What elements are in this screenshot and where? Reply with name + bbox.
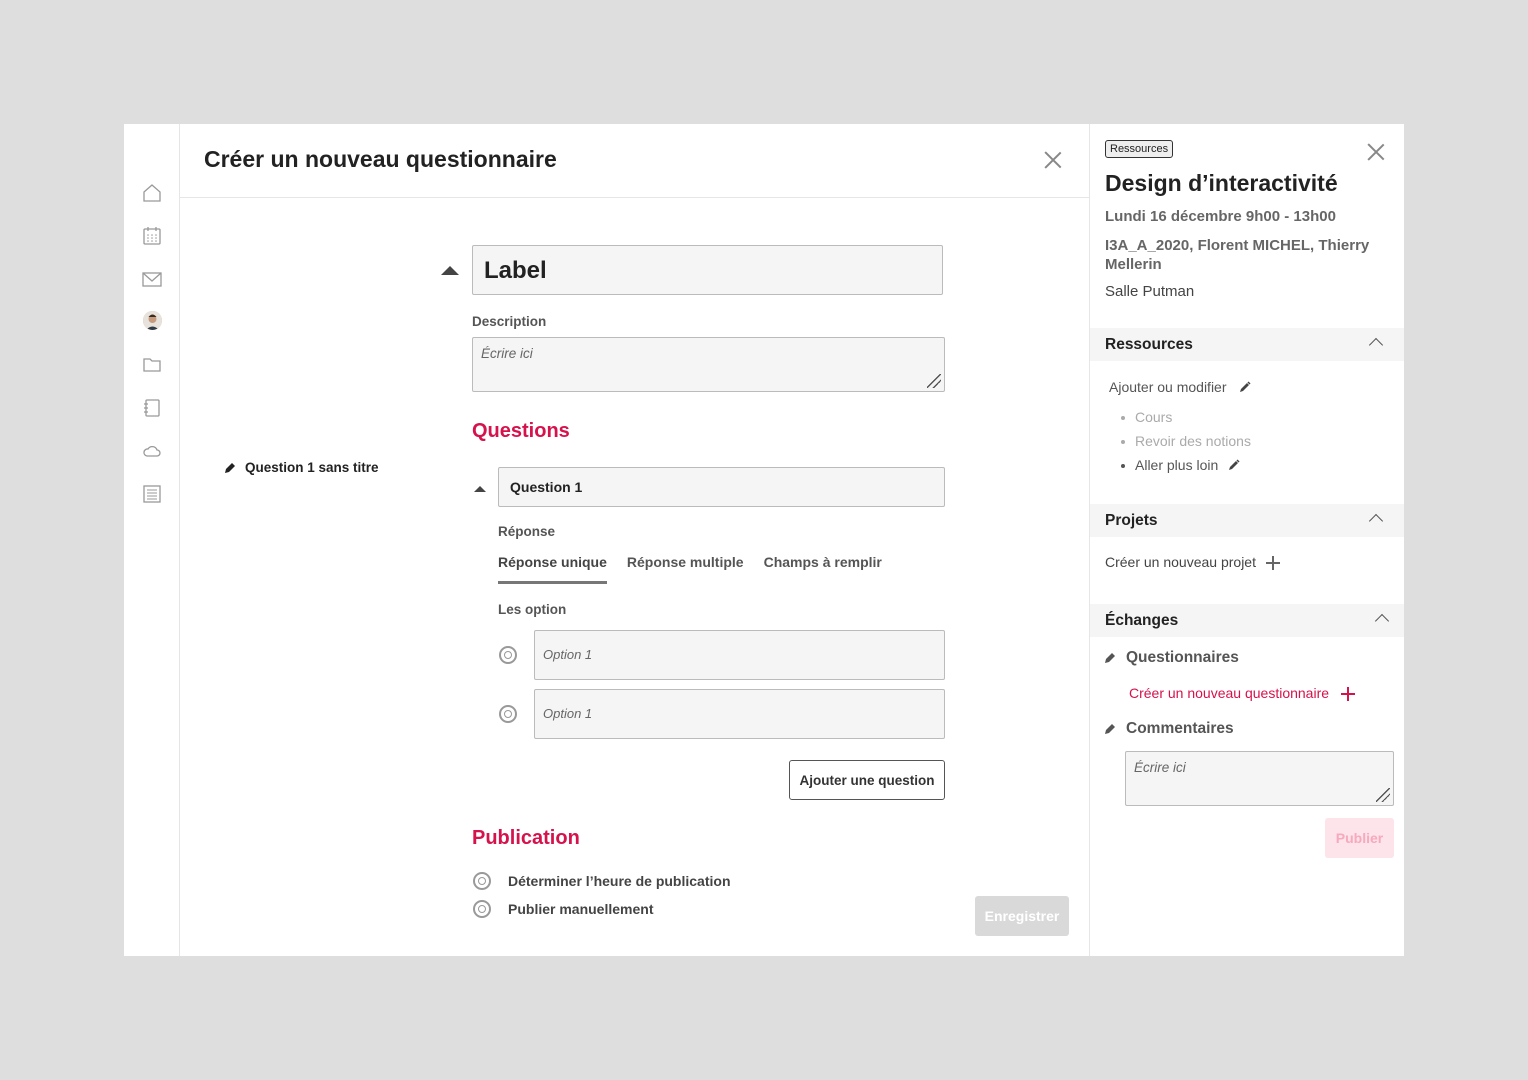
exchanges-heading: Échanges (1105, 612, 1179, 629)
course-detail-panel (1090, 124, 1404, 956)
close-panel-icon[interactable] (1367, 143, 1385, 161)
resource-item[interactable] (1135, 433, 1251, 449)
resources-section-header[interactable] (1090, 328, 1404, 361)
questionnaires-subheading (1104, 649, 1239, 667)
response-type-tabs (498, 554, 882, 584)
questions-heading: Questions (472, 420, 570, 442)
close-icon[interactable] (1044, 151, 1062, 169)
resize-grip-icon[interactable] (927, 374, 941, 388)
publication-heading: Publication (472, 827, 580, 849)
form-header (180, 124, 1089, 198)
option-input[interactable]: Option 1 (534, 689, 945, 739)
mail-icon[interactable] (141, 268, 163, 290)
comments-label: Commentaires (1126, 720, 1234, 737)
option-input[interactable]: Option 1 (534, 630, 945, 680)
options-label: Les option (498, 602, 567, 617)
save-button[interactable]: Enregistrer (975, 896, 1069, 936)
document-icon[interactable] (141, 483, 163, 505)
publication-option-label[interactable]: Déterminer l’heure de publication (508, 873, 731, 889)
publish-button[interactable]: Publier (1325, 818, 1394, 858)
new-project-link[interactable] (1105, 554, 1280, 570)
tab-reponse-unique[interactable]: Réponse unique (498, 554, 607, 584)
nav-rail (124, 124, 180, 956)
label-input[interactable]: Label (472, 245, 943, 295)
resources-heading: Ressources (1105, 336, 1193, 353)
comment-textarea[interactable] (1125, 751, 1394, 806)
sidebar-question-label: Question 1 sans titre (245, 460, 379, 475)
projects-heading: Projets (1105, 512, 1158, 529)
question-input[interactable]: Question 1 (498, 467, 945, 507)
course-title: Design d’interactivité (1105, 170, 1338, 196)
publication-radio[interactable] (473, 872, 491, 890)
new-project-label: Créer un nouveau projet (1105, 554, 1256, 570)
chevron-up-icon[interactable] (1375, 614, 1389, 628)
chevron-up-icon[interactable] (1369, 514, 1383, 528)
exchanges-section-header[interactable] (1090, 604, 1404, 637)
pencil-icon (1239, 381, 1251, 393)
pencil-icon (1228, 459, 1240, 471)
description-label: Description (472, 314, 547, 329)
option-radio[interactable] (499, 646, 517, 664)
questionnaire-form (180, 124, 1090, 956)
collapse-caret-icon[interactable] (441, 266, 459, 275)
pencil-icon (224, 462, 236, 474)
plus-icon (1341, 687, 1355, 701)
pencil-icon (1104, 723, 1116, 735)
publication-radio[interactable] (473, 900, 491, 918)
projects-section-header[interactable] (1090, 504, 1404, 537)
resources-tag: Ressources (1105, 140, 1173, 158)
comment-placeholder: Écrire ici (1134, 760, 1186, 775)
resource-item[interactable] (1135, 409, 1172, 425)
cloud-icon[interactable] (141, 440, 163, 462)
avatar[interactable] (143, 311, 162, 330)
description-textarea[interactable] (472, 337, 945, 392)
add-question-button[interactable]: Ajouter une question (789, 760, 945, 800)
resize-grip-icon[interactable] (1376, 788, 1390, 802)
resource-item-label: Cours (1135, 409, 1173, 425)
questionnaires-label: Questionnaires (1126, 649, 1239, 666)
publication-option-label[interactable]: Publier manuellement (508, 901, 654, 917)
calendar-icon[interactable] (141, 225, 163, 247)
new-questionnaire-label: Créer un nouveau questionnaire (1129, 685, 1330, 701)
resource-item-label: Aller plus loin (1135, 457, 1219, 473)
course-room: Salle Putman (1105, 283, 1195, 300)
resource-item-label: Revoir des notions (1135, 433, 1251, 449)
comments-subheading (1104, 720, 1234, 738)
tab-reponse-multiple[interactable]: Réponse multiple (626, 554, 744, 570)
question-collapse-caret-icon[interactable] (474, 486, 486, 492)
app-window (124, 124, 1404, 956)
plus-icon (1266, 556, 1280, 570)
folder-icon[interactable] (141, 354, 163, 376)
response-label: Réponse (498, 524, 556, 539)
pencil-icon (1104, 652, 1116, 664)
course-date: Lundi 16 décembre 9h00 - 13h00 (1105, 208, 1336, 225)
course-participants: I3A_A_2020, Florent MICHEL, Thierry Mellerin (1105, 237, 1370, 273)
description-placeholder: Écrire ici (481, 346, 533, 361)
new-questionnaire-link[interactable] (1129, 685, 1355, 701)
chevron-up-icon[interactable] (1369, 338, 1383, 352)
resources-edit-link[interactable] (1109, 379, 1251, 395)
resources-edit-label: Ajouter ou modifier (1109, 379, 1227, 395)
tab-champs-a-remplir[interactable]: Champs à remplir (763, 554, 882, 570)
home-icon[interactable] (141, 182, 163, 204)
notebook-icon[interactable] (141, 397, 163, 419)
sidebar-question-item[interactable] (224, 460, 379, 475)
resource-item[interactable] (1135, 457, 1240, 473)
option-radio[interactable] (499, 705, 517, 723)
page-title: Créer un nouveau questionnaire (204, 146, 557, 172)
